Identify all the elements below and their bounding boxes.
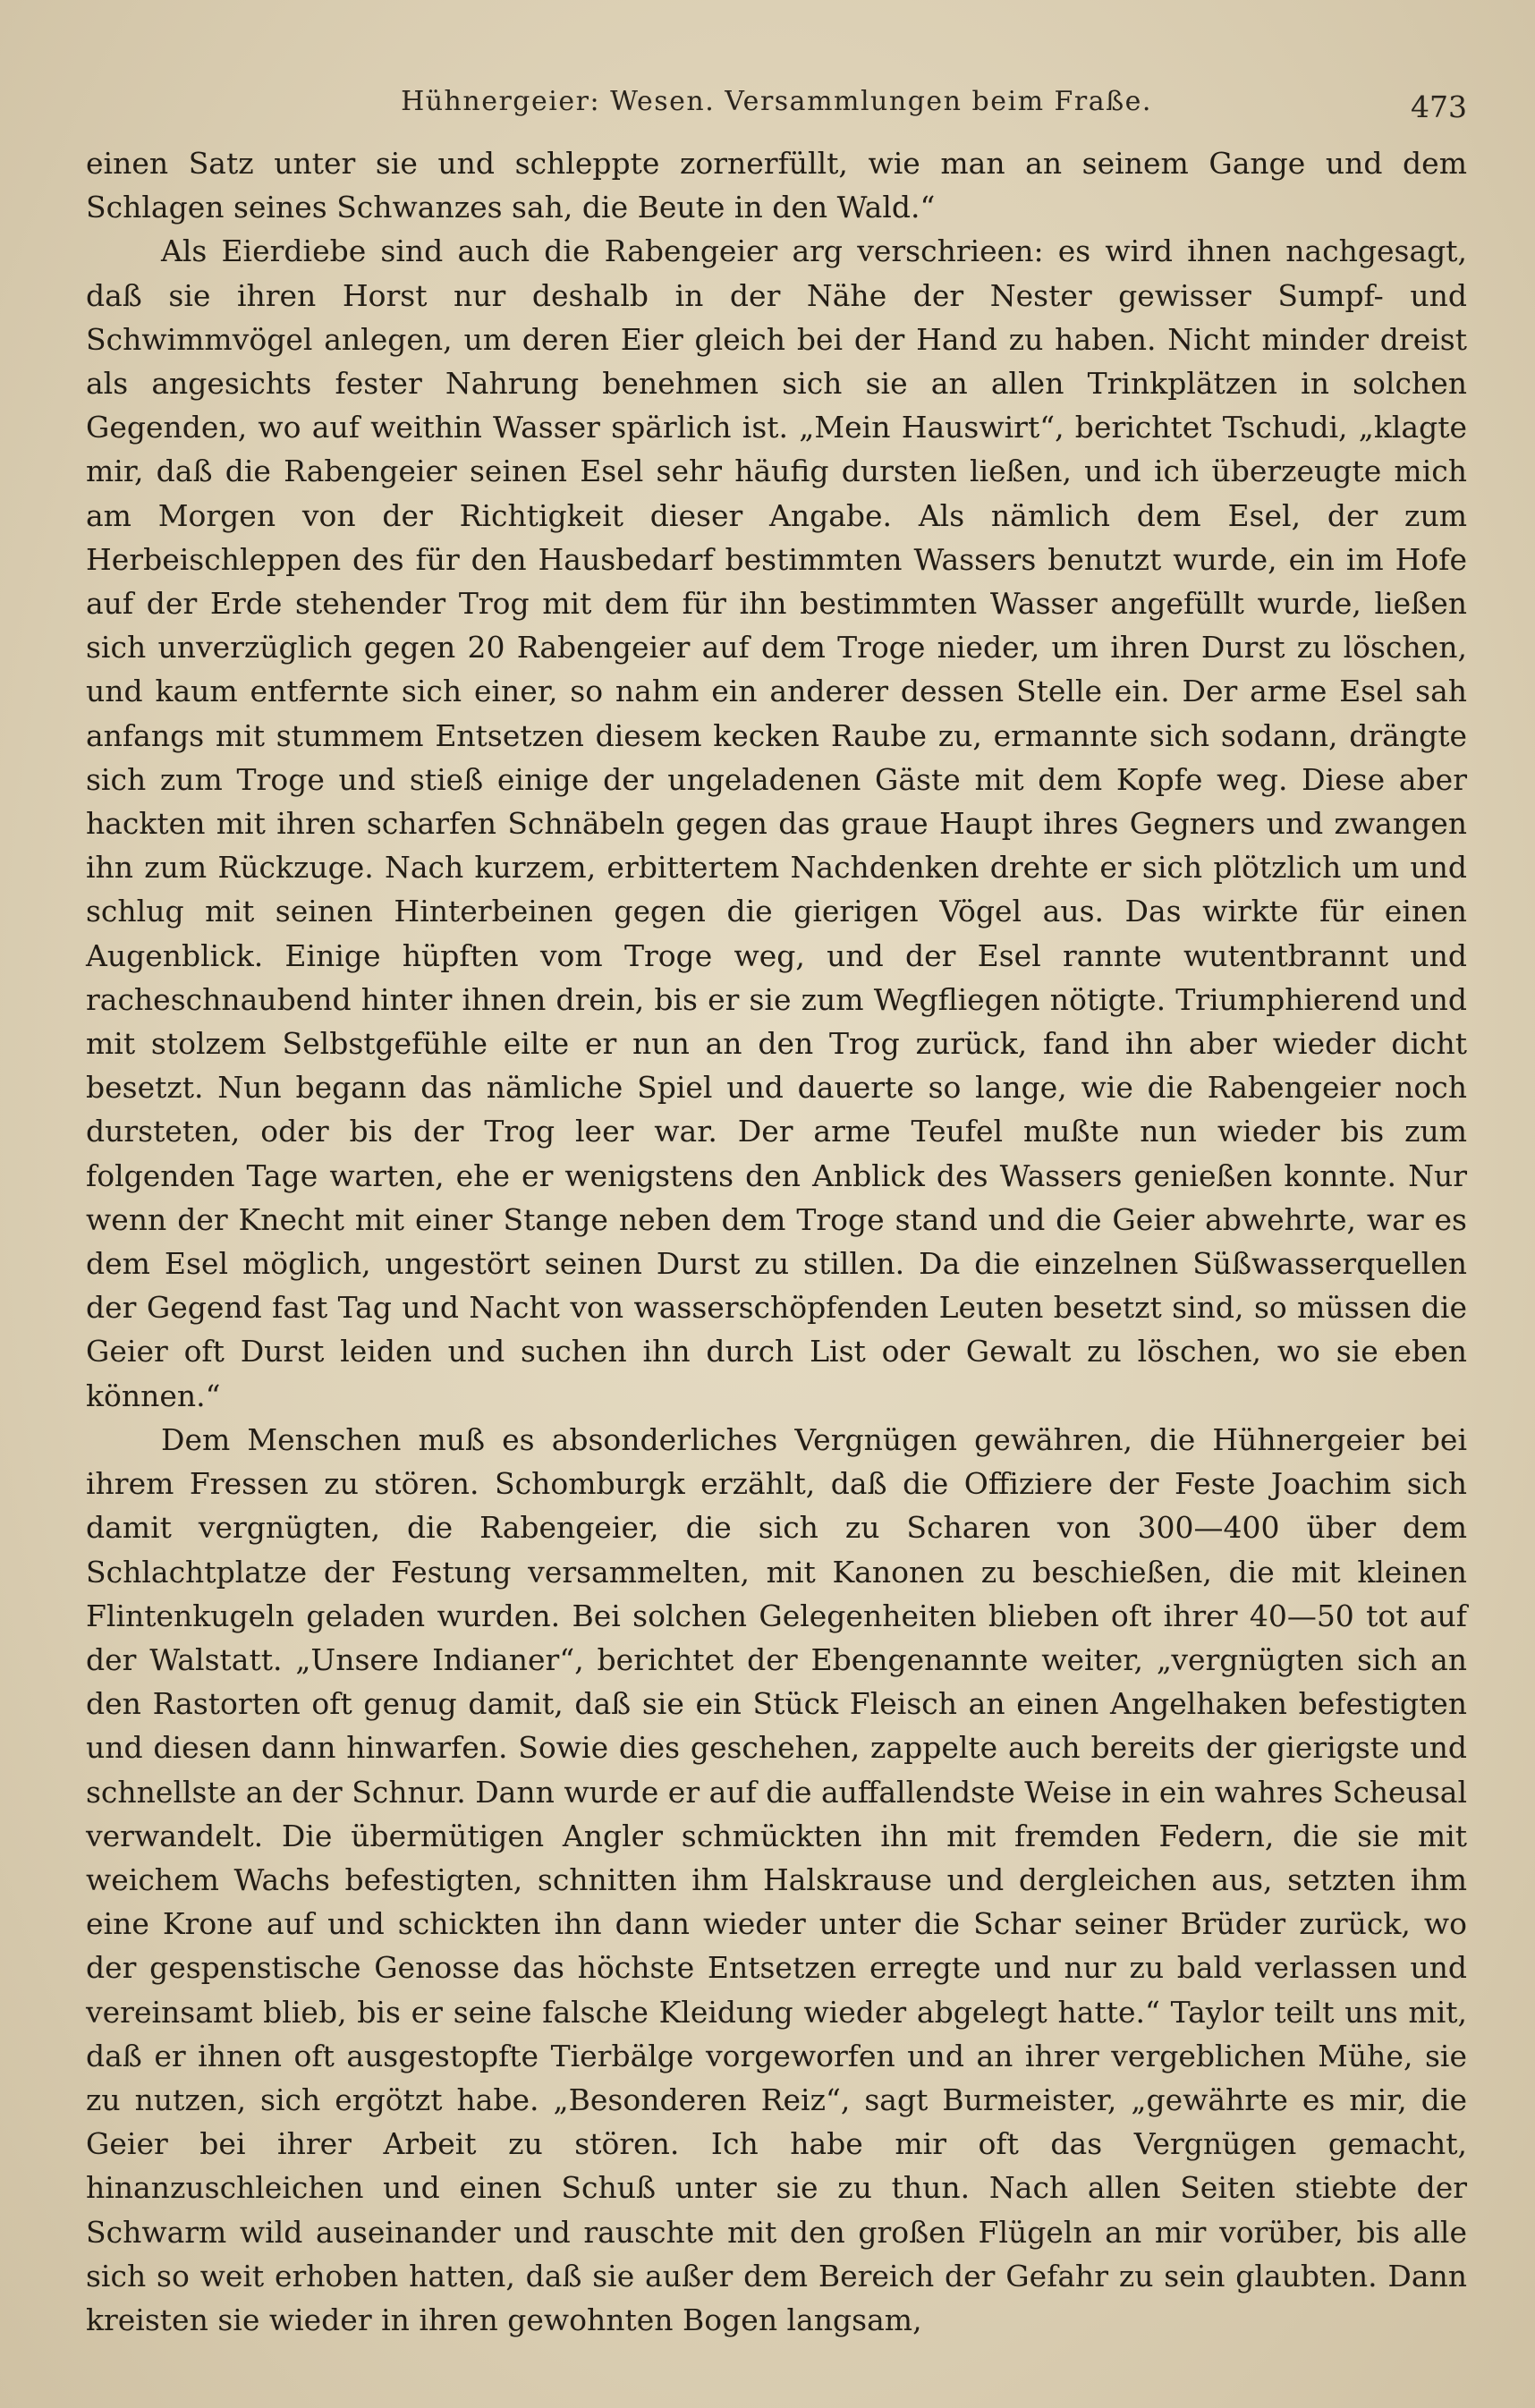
paragraph-disturbing-vultures: Dem Menschen muß es absonderliches Vergnügen gewähren, die Hühnergeier bei ihrem Fressen zu stören. Schomburgk erzählt, daß die Offiziere der Feste Joachim sich damit vergnügten, die Rabengeier, die sich zu Scharen von 300—400 über dem Schlachtplatze der Festung versammelten, mit Kanonen zu beschießen, die mit kleinen Flintenkugeln geladen wurden. Bei solchen Gelegenheiten blieben oft ihrer 40—50 tot auf der Walstatt. „Unsere Indianer“, berichtet der Ebengenannte weiter, „vergnügten sich an den Rastorten oft genug damit, daß sie ein Stück Fleisch an einen Angelhaken befestigten und diesen dann hinwarfen. Sowie dies geschehen, zappelte auch bereits der gierigste und schnellste an der Schnur. Dann wurde er auf die auffallendste Weise in ein wahres Scheusal verwandelt. Die übermütigen Angler schmückten ihn mit fremden Federn, die sie mit weichem Wachs befestigten, schnitten ihm Halskrause und dergleichen aus, setzten ihm eine Krone auf und schickten ihn dann wieder unter die Schar seiner Brüder zurück, wo der gespenstische Genosse das höchste Entsetzen erregte und nur zu bald verlassen und vereinsamt blieb, bis er seine falsche Kleidung wieder abgelegt hatte.“ Taylor teilt uns mit, daß er ihnen oft ausgestopfte Tierbälge vorgeworfen und an ihrer vergeblichen Mühe, sie zu nutzen, sich ergötzt habe. „Besonderen Reiz“, sagt Burmeister, „gewährte es mir, die Geier bei ihrer Arbeit zu stören. Ich habe mir oft das Vergnügen gemacht, hinanzuschleichen und einen Schuß unter sie zu thun. Nach allen Seiten stiebte der Schwarm wild auseinander und rauschte mit den großen Flügeln an mir vorüber, bis alle sich so weit erhoben hatten, daß sie außer dem Bereich der Gefahr zu sein glaubten. Dann kreisten sie wieder in ihren gewohnten Bogen langsam,: [86, 1421, 1467, 2337]
paragraph-egg-thieves: Als Eierdiebe sind auch die Rabengeier arg verschrieen: es wird ihnen nachgesagt, daß sie ihren Horst nur deshalb in der Nähe der Nester gewisser Sumpf- und Schwimmvögel anlegen, um deren Eier gleich bei der Hand zu haben. Nicht minder dreist als angesichts fester Nahrung benehmen sich sie an allen Trinkplätzen in solchen Gegenden, wo auf weithin Wasser spärlich ist. „Mein Hauswirt“, berichtet Tschudi, „klagte mir, daß die Rabengeier seinen Esel sehr häufig dursten ließen, und ich überzeugte mich am Morgen von der Richtigkeit dieser Angabe. Als nämlich dem Esel, der zum Herbeischleppen des für den Hausbedarf bestimmten Wassers benutzt wurde, ein im Hofe auf der Erde stehender Trog mit dem für ihn bestimmten Wasser angefüllt wurde, ließen sich unverzüglich gegen 20 Rabengeier auf dem Troge nieder, um ihren Durst zu löschen, und kaum entfernte sich einer, so nahm ein anderer dessen Stelle ein. Der arme Esel sah anfangs mit stummem Entsetzen diesem kecken Raube zu, ermannte sich sodann, drängte sich zum Troge und stieß einige der ungeladenen Gäste mit dem Kopfe weg. Diese aber hackten mit ihren scharfen Schnäbeln gegen das graue Haupt ihres Gegners und zwangen ihn zum Rückzuge. Nach kurzem, erbittertem Nachdenken drehte er sich plötzlich um und schlug mit seinen Hinterbeinen gegen die gierigen Vögel aus. Das wirkte für einen Augenblick. Einige hüpften vom Troge weg, und der Esel rannte wutentbrannt und racheschnaubend hinter ihnen drein, bis er sie zum Wegfliegen nötigte. Triumphierend und mit stolzem Selbstgefühle eilte er nun an den Trog zurück, fand ihn aber wieder dicht besetzt. Nun begann das nämliche Spiel und dauerte so lange, wie die Rabengeier noch dursteten, oder bis der Trog leer war. Der arme Teufel mußte nun wieder bis zum folgenden Tage warten, ehe er wenigstens den Anblick des Wassers genießen konnte. Nur wenn der Knecht mit einer Stange neben dem Troge stand und die Geier abwehrte, war es dem Esel möglich, ungestört seinen Durst zu stillen. Da die einzelnen Süßwasserquellen der Gegend fast Tag und Nacht von wasserschöpfenden Leuten besetzt sind, so müssen die Geier oft Durst leiden und suchen ihn durch List oder Gewalt zu löschen, wo sie eben können.“: [86, 233, 1467, 1413]
paragraph-continuation: einen Satz unter sie und schleppte zornerfüllt, wie man an seinem Gange und dem Schlagen seines Schwanzes sah, die Beute in den Wald.“: [86, 146, 1467, 225]
page-number: 473: [1411, 89, 1467, 124]
page-header: [86, 82, 1467, 129]
body-text: [86, 141, 1467, 2342]
running-head: Hühnergeier: Wesen. Versammlungen beim Fraße.: [401, 86, 1152, 117]
